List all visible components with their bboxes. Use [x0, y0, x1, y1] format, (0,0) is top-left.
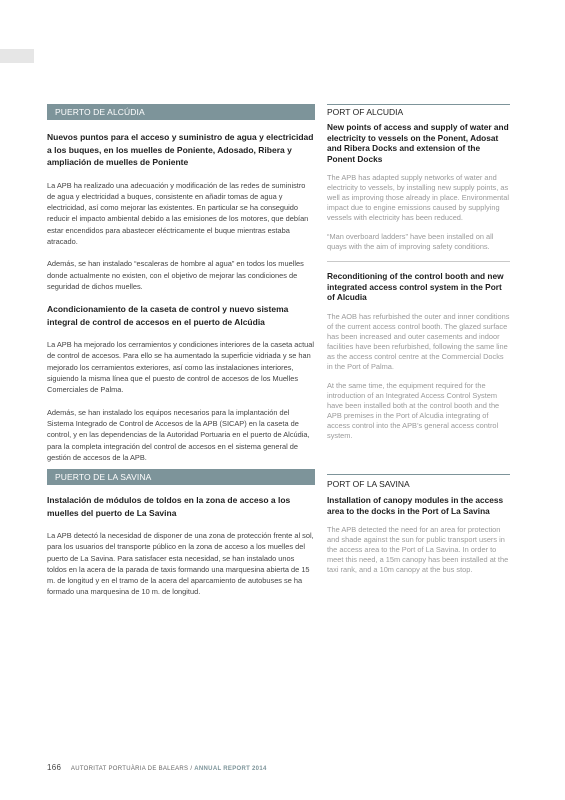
en-paragraph: “Man overboard ladders” have been installed on all quays with the aim of improving safety conditions.	[327, 232, 494, 251]
paragraph-separator	[327, 261, 510, 262]
footer-divider: /	[190, 766, 193, 772]
page-number: 166	[47, 763, 62, 772]
en-section-alcudia	[327, 104, 510, 441]
es-section-title-savina: PUERTO DE LA SAVINA	[47, 469, 315, 485]
es-paragraph: La APB ha realizado una adecuación y modificación de las redes de suministro de agua y electricidad a buques, consistente en añadir tomas de agua y electricidad, así como mejorar las existentes. En particular se ha conseguido reducir el impacto ambiental debido a las emisiones de los motores, que debían estar encendidos para abastecer eléctricamente el buque mientras estaba atracado.	[47, 180, 309, 246]
es-section-title-alcudia: PUERTO DE ALCÚDIA	[47, 104, 315, 120]
footer-report-title: ANNUAL REPORT 2014	[194, 766, 267, 772]
en-paragraph: The APB detected the need for an area for protection and shade against the sun for public transport users in the access area to the Port of La Savina. In order to meet this need, a 15m canopy has been installed at the taxi rank, and a 10m canopy at the bus stop.	[327, 525, 509, 574]
en-section-title-savina: PORT OF LA SAVINA	[327, 479, 410, 489]
es-heading-canopy: Instalación de módulos de toldos en la zona de acceso a los muelles del puerto de La Savina	[47, 495, 291, 518]
page-footer	[47, 763, 267, 772]
es-section-alcudia	[47, 104, 315, 463]
es-heading-control-booth: Acondicionamiento de la caseta de control y nuevo sistema integral de control de accesos en el puerto de Alcúdia	[47, 304, 289, 327]
en-paragraph: At the same time, the equipment required for the introduction of an Integrated Access Control System have been installed both at the control booth and the APB premises in the Port of Alcudia integrating of access control into the APB’s general access control system.	[327, 380, 500, 440]
es-paragraph: Además, se han instalado “escaleras de hombre al agua” en todos los muelles donde actualmente no existen, con el objetivo de mejorar las condiciones de seguridad de dichos muelles.	[47, 259, 304, 291]
page-edge-tab	[0, 49, 34, 63]
es-paragraph: Además, se han instalado los equipos necesarios para la implantación del Sistema Integrado de Control de Accesos de la APB (SICAP) en la caseta de control, y en las dependencias de la Autoridad Portuaria en el puerto de Alcúdia, para la completa integración del control de accesos en el sistema general de gestión de accesos de la APB.	[47, 407, 310, 462]
en-heading-canopy: Installation of canopy modules in the access area to the docks in the Port of La Savina	[327, 495, 504, 516]
en-paragraph: The AOB has refurbished the outer and inner conditions of the current access control booth. The glazed surface has been increased and outer casements and indoor facilities have been refurbished, following the same line as the access control centre at the Commercial Docks in the Port of Palma.	[327, 311, 510, 371]
section-rule	[327, 474, 510, 475]
footer-organization: AUTORITAT PORTUÀRIA DE BALEARS	[70, 766, 189, 772]
en-paragraph: The APB has adapted supply networks of water and electricity to vessels, by installing new supply points, as well as improving those already in place. Environmental impact due to engine emissions caused by supplying vessels with electricity has been reduced.	[327, 173, 509, 222]
en-heading-water-electricity: New points of access and supply of water and electricity to vessels on the Ponent, Adosat and Ribera Docks and extension of the Ponent Docks	[327, 122, 509, 164]
es-paragraph: La APB detectó la necesidad de disponer de una zona de protección frente al sol, para los usuarios del transporte público en la zona de acceso a los muelles del puerto de La Savina. Para satisfacer esta necesidad, se han instalado unos toldos en la acera de la parada de taxis formando una marquesina abierta de 15 m. de longitud y en el tramo de la acera del aparcamiento de autobuses se ha formado una marquesina de 10 m. de longitud.	[47, 531, 314, 597]
section-rule	[327, 104, 510, 105]
en-heading-control-booth: Reconditioning of the control booth and new integrated access control system in the Port of Alcudia	[327, 271, 504, 302]
en-section-title-alcudia: PORT OF ALCUDIA	[327, 107, 404, 117]
en-section-savina	[327, 474, 510, 575]
es-paragraph: La APB ha mejorado los cerramientos y condiciones interiores de la caseta actual de control de accesos. Para ello se ha aumentado la superficie vidriada y se han mejorado los cerramientos exteriores, así como las instalaciones interiores, siguiendo la misma línea que el puesto de control de accesos de los Muelles Comerciales de Palma.	[47, 340, 315, 395]
es-heading-water-electricity: Nuevos puntos para el acceso y suministro de agua y electricidad a los buques, en los muelles de Poniente, Adosado, Ribera y ampliación de muelles de Poniente	[47, 132, 314, 167]
es-section-savina	[47, 469, 315, 598]
